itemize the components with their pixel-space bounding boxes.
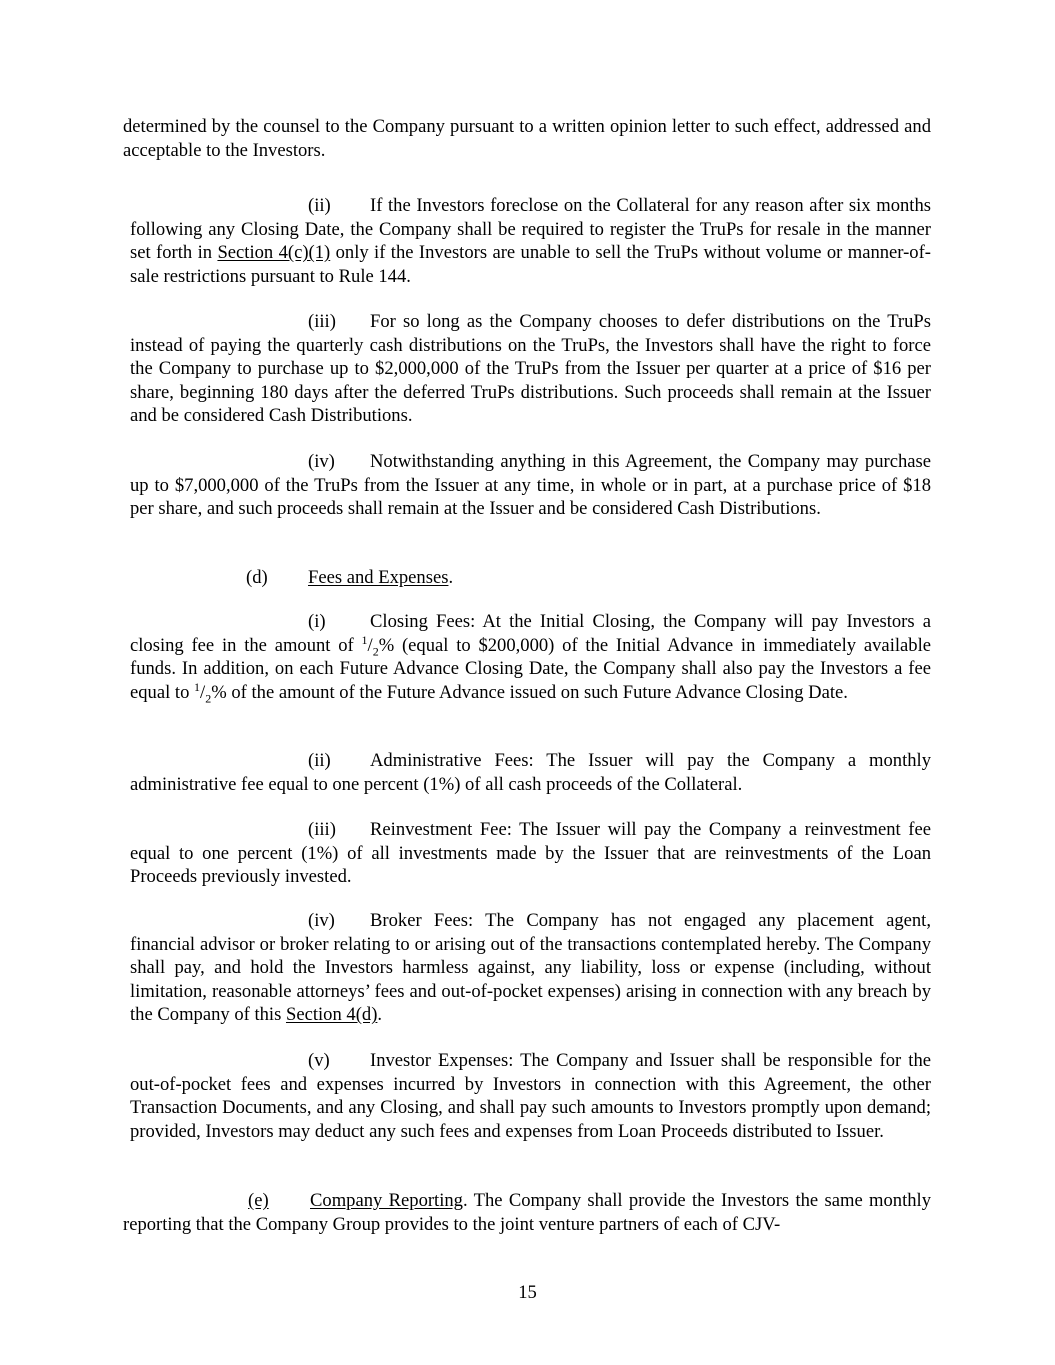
clause-d-ii (130, 749, 931, 796)
clause-text: If the Investors foreclose on the Collateral for any reason after six months following any Closing Date, the Company shall be required to register the TruPs for resale in the manner set forth in (130, 195, 931, 264)
section-e (123, 1189, 931, 1236)
clause-marker: (iii) (308, 819, 336, 840)
clause-marker: (i) (308, 611, 326, 632)
clause-marker: (v) (308, 1050, 330, 1071)
fraction-one-half: $^1/_2$ (194, 679, 212, 706)
clause-text: only if the Investors are unable to sell the TruPs without volume or manner-of-sale restrictions pursuant to Rule 144. (130, 242, 931, 287)
page-number: 15 (518, 1282, 537, 1303)
section-reference-4c1: Section 4(c)(1) (217, 242, 331, 264)
clause-c-ii (130, 194, 931, 288)
section-marker: (d) (246, 567, 268, 588)
section-heading: Fees and Expenses (308, 567, 449, 588)
clause-text: . (377, 1004, 383, 1026)
section-heading: Company Reporting (310, 1190, 463, 1211)
clause-text: Closing Fees: At the Initial Closing, the Company will pay Investors a closing fee in the amount of (130, 611, 931, 656)
heading-period: . (448, 567, 454, 588)
clause-text: % of the amount of the Future Advance issued on such Future Advance Closing Date. (211, 681, 848, 703)
clause-text: Investor Expenses: The Company and Issuer shall be responsible for the out-of-pocket fees and expenses incurred by Investors in connection with this Agreement, the other Transaction Documents, and any Closing, and shall pay such amounts to Investors promptly upon demand; provided, Investors may deduct any such fees and expenses from Loan Proceeds distributed to Issuer. (130, 1050, 931, 1142)
clause-d-iii (130, 818, 931, 889)
section-reference-4d: Section 4(d) (285, 1004, 378, 1026)
clause-c-iii (130, 310, 931, 428)
clause-text: Reinvestment Fee: The Issuer will pay the Company a reinvestment fee equal to one percent (1%) of all investments made by the Issuer that are reinvestments of the Loan Proceeds previously invested. (130, 819, 931, 888)
clause-c-iv (130, 450, 931, 521)
paragraph-continuation (123, 115, 931, 162)
clause-text: Notwithstanding anything in this Agreement, the Company may purchase up to $7,000,000 of the TruPs from the Issuer at any time, in whole or in part, at a purchase price of $18 per share, and such proceeds shall remain at the Issuer and be considered Cash Distributions. (130, 451, 931, 520)
section-marker: (e) (248, 1190, 269, 1211)
clause-marker: (iv) (308, 910, 335, 931)
clause-marker: (iv) (308, 451, 335, 472)
clause-d-v (130, 1049, 931, 1143)
clause-text: Administrative Fees: The Issuer will pay the Company a monthly administrative fee equal to one percent (1%) of all cash proceeds of the Collateral. (130, 750, 931, 795)
clause-text: % (equal to $200,000) of the Initial Advance in immediately available funds. In addition, on each Future Advance Closing Date, the Company shall also pay the Investors a fee equal to (130, 634, 931, 703)
clause-marker: (ii) (308, 750, 331, 771)
section-text: . The Company shall provide the Investors the same monthly reporting that the Company Group provides to the joint venture partners of each of CJV- (123, 1190, 931, 1235)
clause-marker: (ii) (308, 195, 331, 216)
fraction-one-half: $^1/_2$ (361, 632, 379, 659)
clause-marker: (iii) (308, 311, 336, 332)
clause-text: Broker Fees: The Company has not engaged any placement agent, financial advisor or broker relating to or arising out of the transactions contemplated hereby. The Company shall pay, and hold the Investors harmless against, any liability, loss or expense (including, without limitation, reasonable attorneys’ fees and out-of-pocket expenses) arising in connection with any breach by the Company of this (130, 910, 931, 1026)
paragraph-text: determined by the counsel to the Company pursuant to a written opinion letter to such effect, addressed and acceptable to the Investors. (123, 116, 931, 161)
clause-text: For so long as the Company chooses to defer distributions on the TruPs instead of paying the quarterly cash distributions on the TruPs, the Investors shall have the right to force the Company to purchase up to $2,000,000 of the TruPs from the Issuer per quarter at a price of $16 per share, beginning 180 days after the deferred TruPs distributions. Such proceeds shall remain at the Issuer and be considered Cash Distributions. (130, 311, 931, 427)
clause-d-i (130, 610, 931, 704)
section-d-heading (246, 566, 846, 590)
clause-d-iv (130, 909, 931, 1027)
